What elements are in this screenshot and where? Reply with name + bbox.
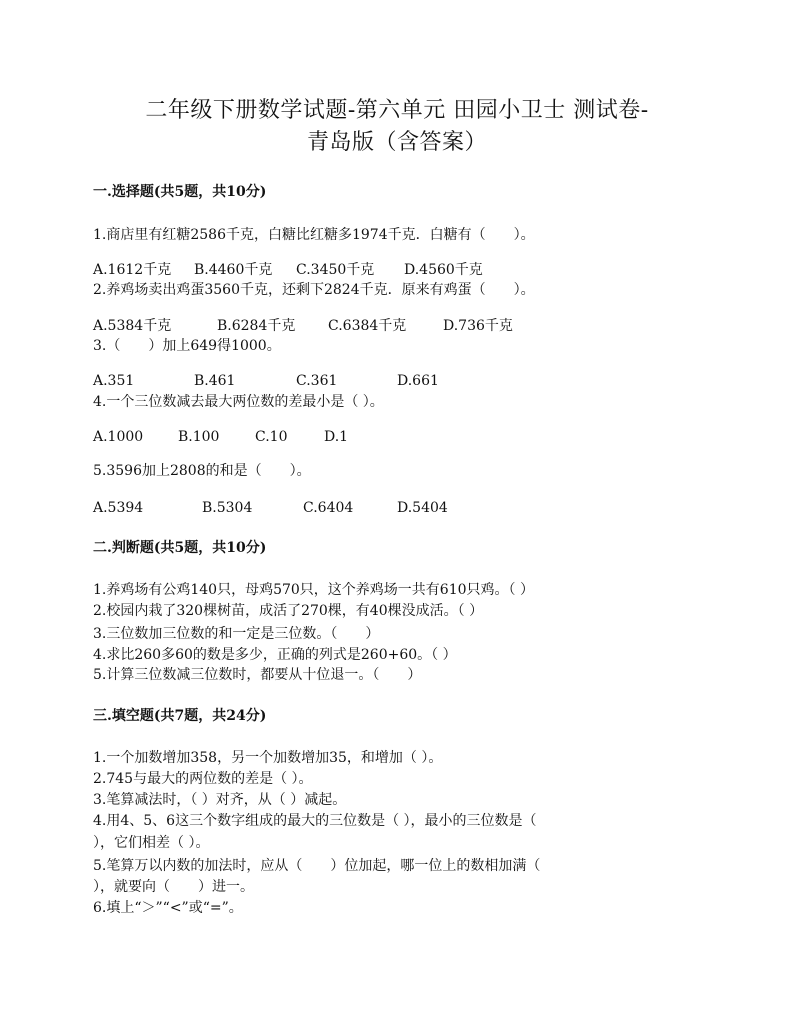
answer-option: A.5394 [93, 500, 144, 516]
fill-in-item-continuation: ），它们相差（ ）。 [93, 835, 210, 851]
question-text: 4.一个三位数减去最大两位数的差最小是（ ）。 [93, 394, 384, 410]
answer-option: C.6404 [303, 500, 354, 516]
answer-option: B.100 [178, 429, 220, 445]
true-false-item: 5.计算三位数减三位数时，都要从十位退一。（ ） [93, 667, 422, 683]
answer-option: A.1612千克 [93, 262, 172, 278]
answer-option: B.461 [194, 373, 236, 389]
answer-option: A.1000 [93, 429, 144, 445]
answer-option: D.1 [324, 429, 349, 445]
question-text: 5.3596加上2808的和是（ ）。 [93, 463, 311, 479]
answer-option: C.6384千克 [328, 318, 407, 334]
section-heading-true-false: 二.判断题(共5题，共10分) [93, 540, 267, 556]
fill-in-item: 3.笔算减法时，（ ）对齐，从（ ）减起。 [93, 792, 347, 808]
page-title-line-2: 青岛版（含答案） [306, 130, 487, 155]
fill-in-item: 4.用4、5、6这三个数字组成的最大的三位数是（ ），最小的三位数是（ [93, 813, 537, 829]
question-text: 3.（ ）加上649得1000。 [93, 338, 281, 354]
fill-in-item: 6.填上“＞”“<”或“=”。 [93, 900, 243, 916]
answer-option: D.661 [397, 373, 439, 389]
question-text: 1.商店里有红糖2586千克，白糖比红糖多1974千克．白糖有（ ）。 [93, 227, 535, 243]
true-false-item: 4.求比260多60的数是多少，正确的列式是260+60。（ ） [93, 647, 457, 663]
answer-option: C.3450千克 [296, 262, 375, 278]
fill-in-item-continuation: ），就要向（ ）进一。 [93, 879, 254, 895]
answer-option: C.10 [255, 429, 288, 445]
page-title-line-1: 二年级下册数学试题-第六单元 田园小卫士 测试卷- [145, 98, 649, 123]
answer-option: A.351 [93, 373, 135, 389]
answer-option: B.5304 [202, 500, 253, 516]
answer-option: D.5404 [397, 500, 448, 516]
answer-option: B.4460千克 [194, 262, 273, 278]
fill-in-item: 1.一个加数增加358，另一个加数增加35，和增加（ ）。 [93, 750, 443, 766]
true-false-item: 2.校园内栽了320棵树苗，成活了270棵，有40棵没成活。（ ） [93, 603, 484, 619]
section-heading-multiple-choice: 一.选择题(共5题，共10分) [93, 184, 267, 200]
section-heading-fill-in: 三.填空题(共7题，共24分) [93, 708, 267, 724]
question-text: 2.养鸡场卖出鸡蛋3560千克，还剩下2824千克．原来有鸡蛋（ ）。 [93, 282, 535, 298]
true-false-item: 3.三位数加三位数的和一定是三位数。（ ） [93, 626, 380, 642]
answer-option: D.736千克 [443, 318, 513, 334]
fill-in-item: 2.745与最大的两位数的差是（ ）。 [93, 771, 313, 787]
answer-option: D.4560千克 [404, 262, 483, 278]
answer-option: B.6284千克 [217, 318, 296, 334]
answer-option: A.5384千克 [93, 318, 172, 334]
true-false-item: 1.养鸡场有公鸡140只，母鸡570只，这个养鸡场一共有610只鸡。（ ） [93, 582, 534, 598]
fill-in-item: 5.笔算万以内数的加法时，应从（ ）位加起，哪一位上的数相加满（ [93, 858, 541, 874]
answer-option: C.361 [296, 373, 338, 389]
